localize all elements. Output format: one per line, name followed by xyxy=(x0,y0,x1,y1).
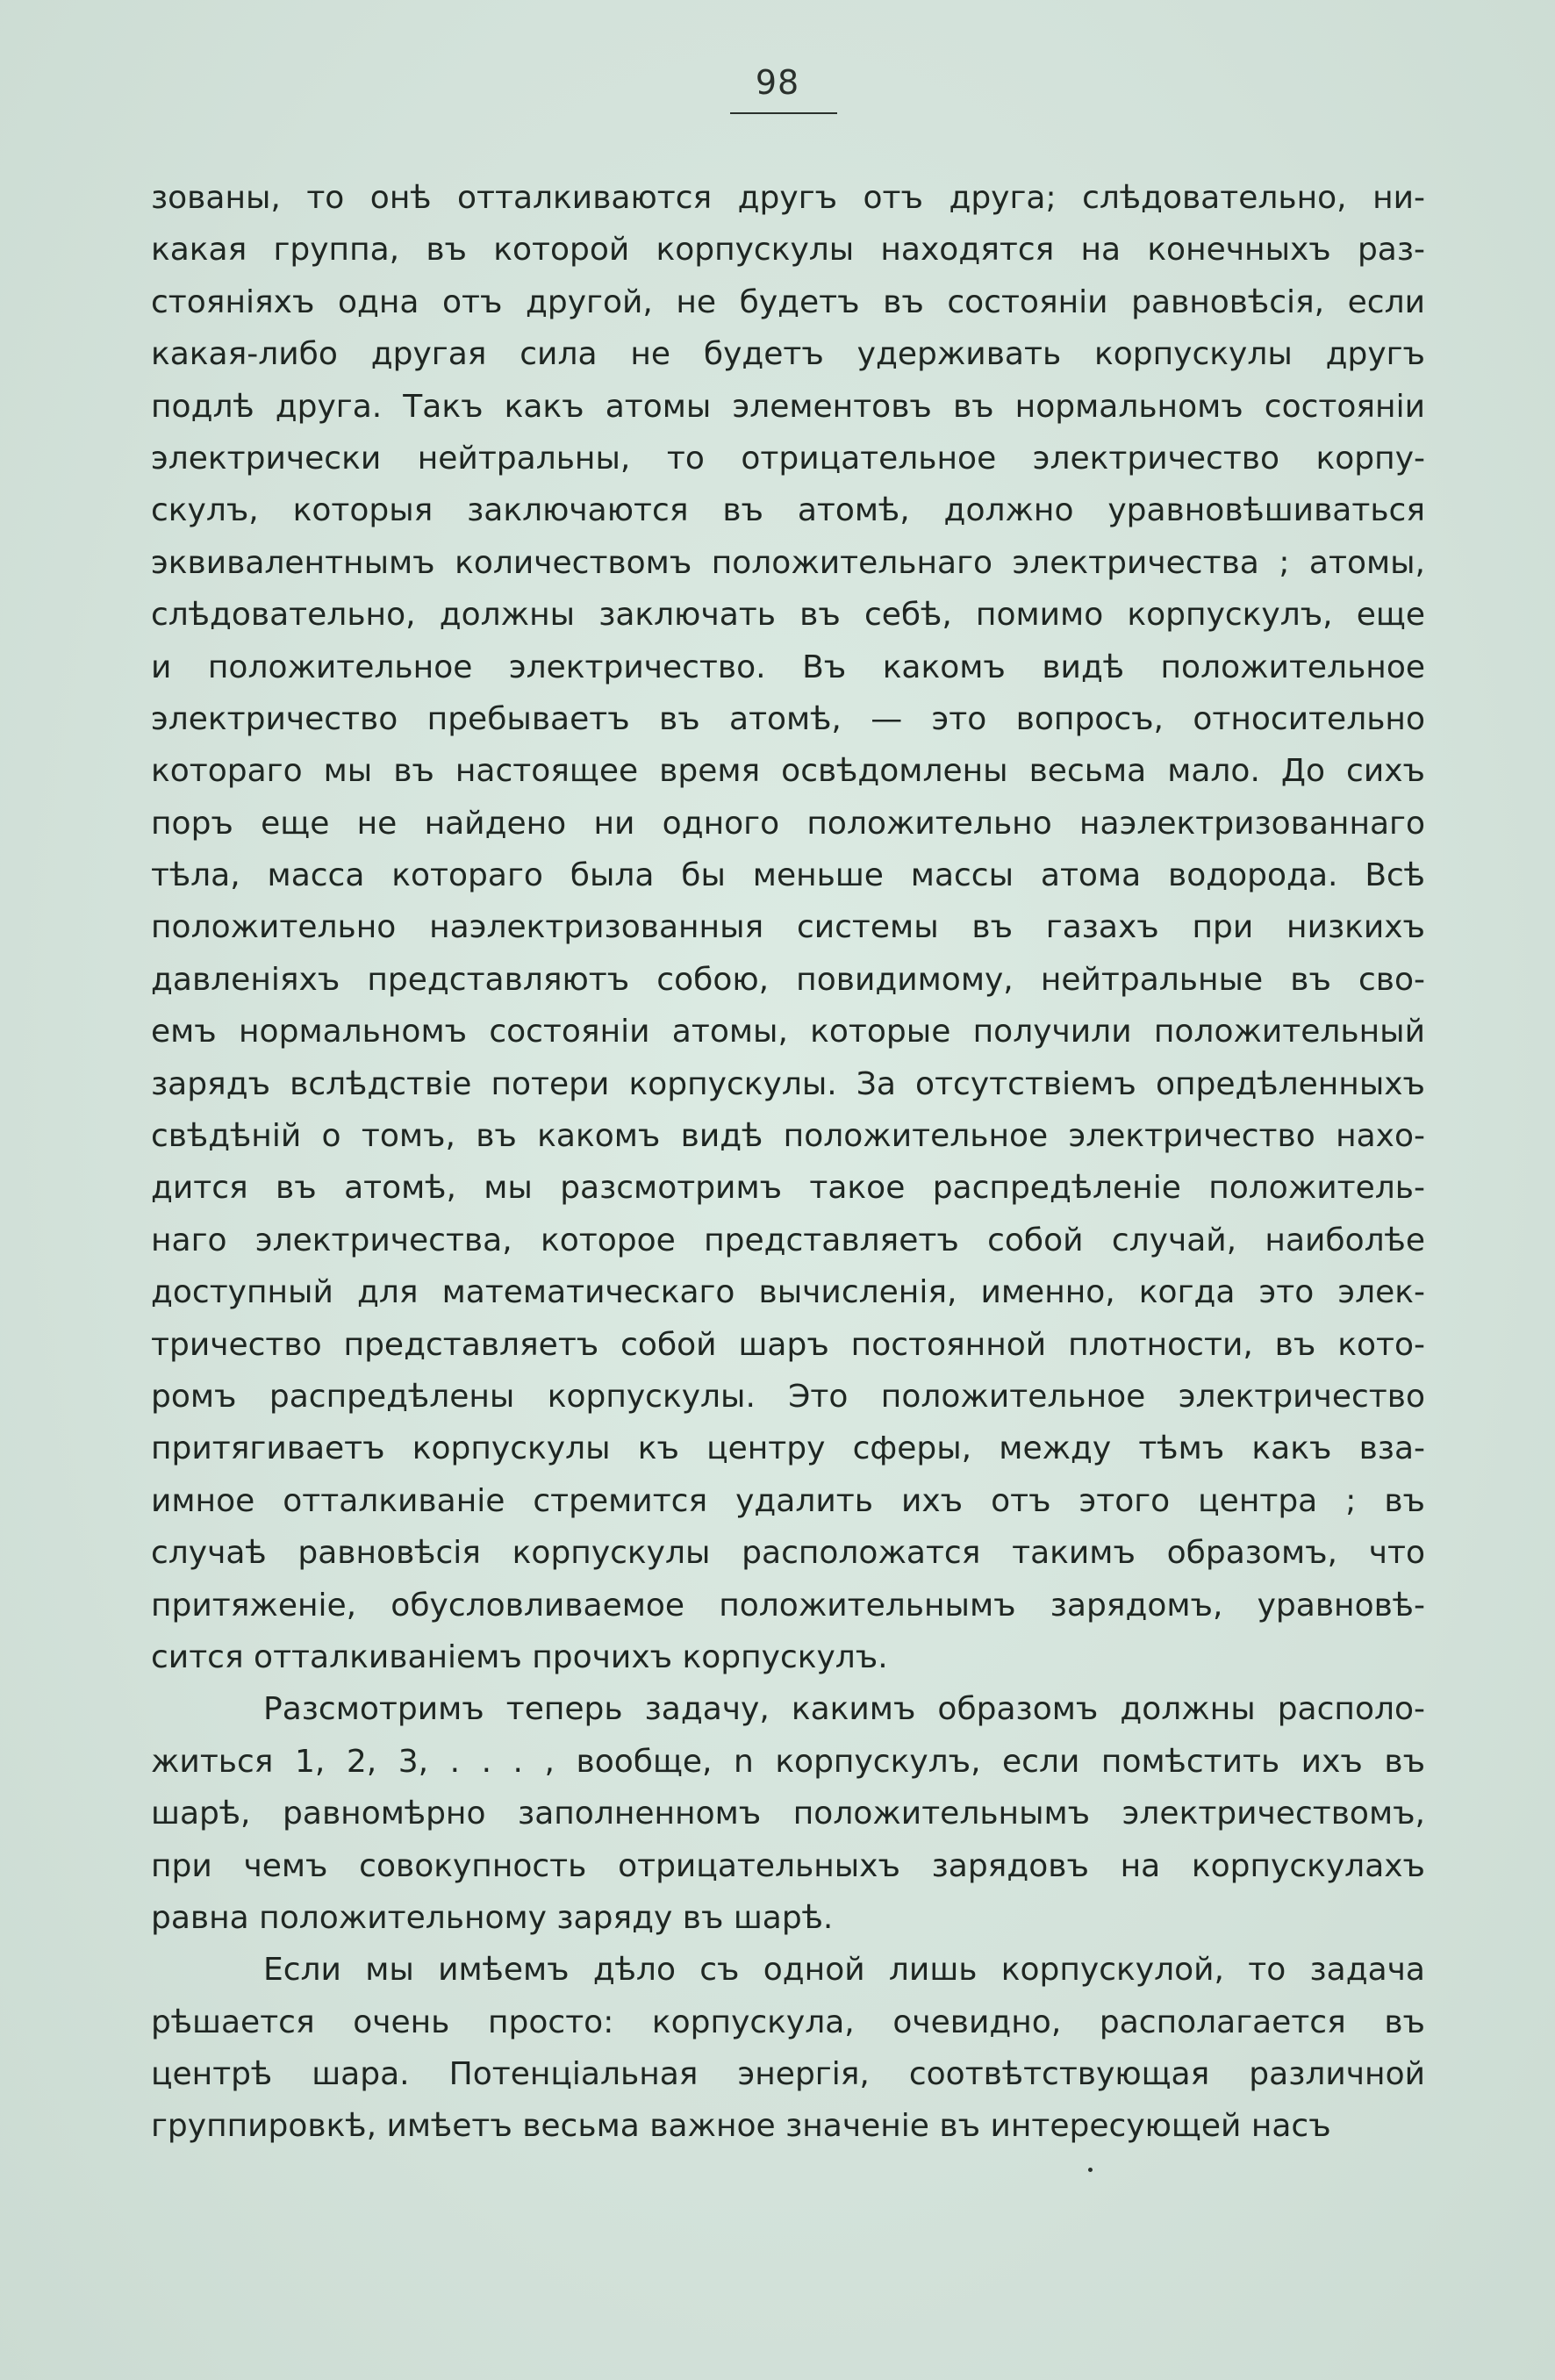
text-line: свѣдѣнiй о томъ, въ какомъ видѣ положительное электричество нахо- xyxy=(151,1118,1425,1155)
text-line: группировкѣ, имѣетъ весьма важное значенiе въ интересующей насъ xyxy=(151,2108,1331,2145)
text-line: равна положительному заряду въ шарѣ. xyxy=(151,1899,834,1936)
text-line: имное отталкиванiе стремится удалить ихъ отъ этого центра ; въ xyxy=(151,1482,1425,1519)
page-number-underline xyxy=(730,112,837,114)
text-line: наго электричества, которое представляетъ собой случай, наиболѣе xyxy=(151,1222,1425,1258)
text-line: сится отталкиванiемъ прочихъ корпускулъ. xyxy=(151,1638,888,1675)
text-line: житься 1, 2, 3, . . . , вообще, n корпускулъ, если помѣстить ихъ въ xyxy=(151,1743,1425,1780)
text-line: какая-либо другая сила не будетъ удерживать корпускулы другъ xyxy=(151,336,1425,373)
text-line: Если мы имѣемъ дѣло съ одной лишь корпускулой, то задача xyxy=(263,1952,1425,1989)
text-line: тѣла, масса котораго была бы меньше массы атома водорода. Всѣ xyxy=(151,857,1425,894)
paragraph xyxy=(151,1683,1425,1944)
text-line: притяженiе, обусловливаемое положительнымъ зарядомъ, уравновѣ- xyxy=(151,1587,1425,1624)
text-line: шарѣ, равномѣрно заполненномъ положительнымъ электричествомъ, xyxy=(151,1796,1425,1832)
text-line: и положительное электричество. Въ какомъ видѣ положительное xyxy=(151,649,1425,685)
text-line: емъ нормальномъ состоянiи атомы, которые получили положительный xyxy=(151,1014,1425,1050)
text-line: слѣдовательно, должны заключать въ себѣ, помимо корпускулъ, еще xyxy=(151,597,1425,634)
text-line: тричество представляетъ собой шаръ постоянной плотности, въ кото- xyxy=(151,1326,1425,1363)
text-line: дится въ атомѣ, мы разсмотримъ такое распредѣленiе положитель- xyxy=(151,1170,1425,1207)
text-line: электрически нейтральны, то отрицательное электричество корпу- xyxy=(151,440,1425,477)
text-line: положительно наэлектризованныя системы въ газахъ при низкихъ xyxy=(151,909,1425,946)
text-line: поръ еще не найдено ни одного положительно наэлектризованнаго xyxy=(151,805,1425,842)
text-line: при чемъ совокупность отрицательныхъ зарядовъ на корпускулахъ xyxy=(151,1847,1425,1884)
text-body xyxy=(151,172,1425,2153)
paragraph xyxy=(151,1944,1425,2153)
page-number: 98 xyxy=(755,63,800,102)
text-line: электричество пребываетъ въ атомѣ, — это вопросъ, относительно xyxy=(151,700,1425,737)
text-line: ромъ распредѣлены корпускулы. Это положительное электричество xyxy=(151,1378,1425,1415)
text-line: давленiяхъ представляютъ собою, повидимому, нейтральные въ сво- xyxy=(151,961,1425,998)
paragraph xyxy=(151,172,1425,1683)
text-line: притягиваетъ корпускулы къ центру сферы, между тѣмъ какъ вза- xyxy=(151,1430,1425,1467)
text-line: стоянiяхъ одна отъ другой, не будетъ въ состоянiи равновѣсiя, если xyxy=(151,283,1425,320)
text-line: подлѣ друга. Такъ какъ атомы элементовъ въ нормальномъ состоянiи xyxy=(151,388,1425,425)
text-line: котораго мы въ настоящее время освѣдомлены весьма мало. До сихъ xyxy=(151,753,1425,790)
text-line: случаѣ равновѣсiя корпускулы расположатся такимъ образомъ, что xyxy=(151,1535,1425,1572)
text-line: какая группа, въ которой корпускулы находятся на конечныхъ раз- xyxy=(151,232,1425,269)
text-line: центрѣ шара. Потенцiальная энергiя, соотвѣтствующая различной xyxy=(151,2056,1425,2093)
text-line: Разсмотримъ теперь задачу, какимъ образомъ должны располо- xyxy=(263,1691,1425,1728)
text-line: скулъ, которыя заключаются въ атомѣ, должно уравновѣшиваться xyxy=(151,492,1425,529)
stray-ink-dot xyxy=(1088,2168,1093,2172)
text-line: зованы, то онѣ отталкиваются другъ отъ друга; слѣдовательно, ни- xyxy=(151,180,1425,216)
text-line: эквивалентнымъ количествомъ положительнаго электричества ; атомы, xyxy=(151,544,1425,581)
text-line: доступный для математическаго вычисленiя, именно, когда это элек- xyxy=(151,1274,1425,1311)
text-line: рѣшается очень просто: корпускула, очевидно, располагается въ xyxy=(151,2004,1425,2040)
text-line: зарядъ вслѣдствiе потери корпускулы. За отсутствiемъ опредѣленныхъ xyxy=(151,1065,1425,1102)
